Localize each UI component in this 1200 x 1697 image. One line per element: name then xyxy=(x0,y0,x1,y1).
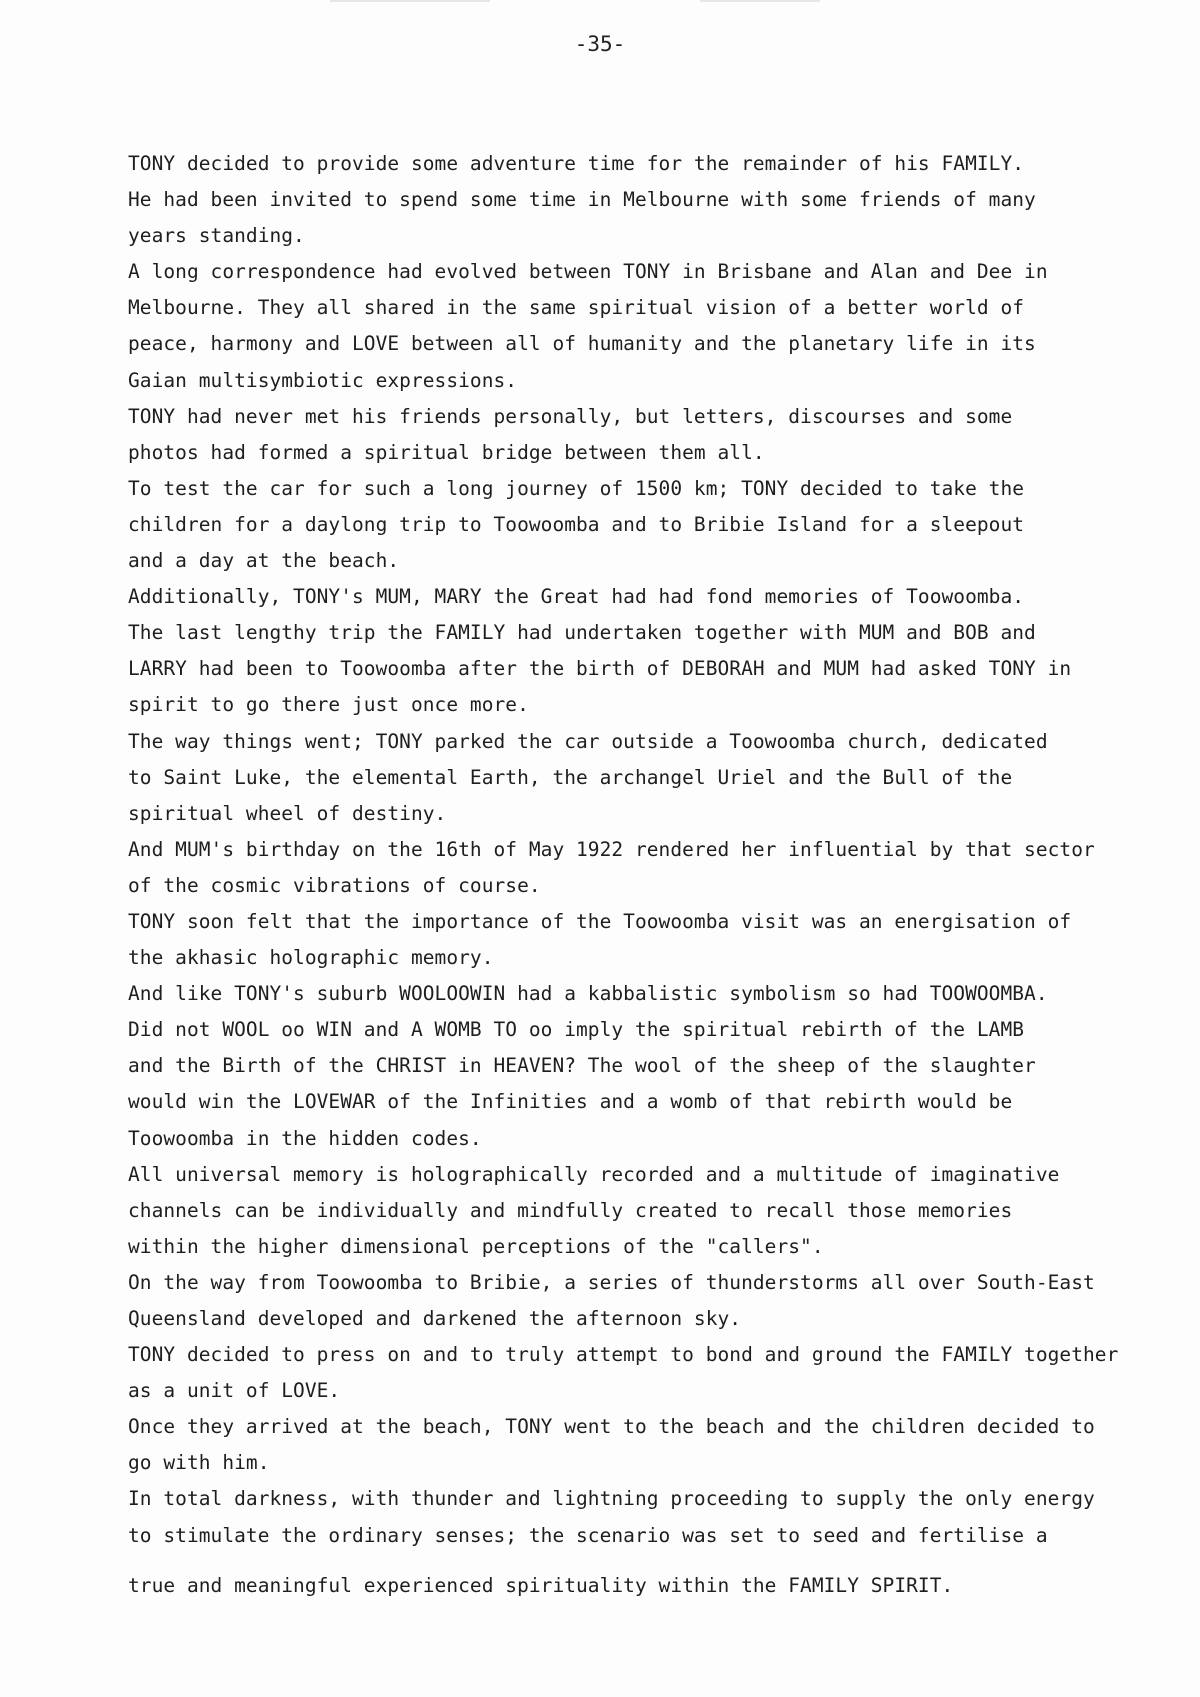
text-line: to stimulate the ordinary senses; the scenario was set to seed and fertilise a xyxy=(128,1523,1048,1547)
text-line: photos had formed a spiritual bridge between them all. xyxy=(128,440,765,464)
text-line: LARRY had been to Toowoomba after the birth of DEBORAH and MUM had asked TONY in xyxy=(128,657,1072,681)
text-line: children for a daylong trip to Toowoomba and to Bribie Island for a sleepout xyxy=(128,512,1025,536)
text-line: Toowoomba in the hidden codes. xyxy=(128,1126,482,1150)
text-line: within the higher dimensional perceptions of the "callers". xyxy=(128,1234,824,1258)
text-line: The way things went; TONY parked the car outside a Toowoomba church, dedicated xyxy=(128,729,1048,753)
text-line: spiritual wheel of destiny. xyxy=(128,801,447,825)
text-line: of the cosmic vibrations of course. xyxy=(128,873,541,897)
text-line: as a unit of LOVE. xyxy=(128,1379,341,1403)
text-line: would win the LOVEWAR of the Infinities and a womb of that rebirth would be xyxy=(128,1090,1013,1114)
text-line: TONY soon felt that the importance of the Toowoomba visit was an energisation of xyxy=(128,909,1072,933)
text-line: All universal memory is holographically recorded and a multitude of imaginative xyxy=(128,1162,1060,1186)
scan-edge-mark xyxy=(330,0,490,2)
text-line: spirit to go there just once more. xyxy=(128,693,529,717)
text-line: TONY decided to provide some adventure time for the remainder of his FAMILY. xyxy=(128,152,1025,175)
text-line: TONY had never met his friends personally, but letters, discourses and some xyxy=(128,404,1013,428)
text-line: The last lengthy trip the FAMILY had undertaken together with MUM and BOB and xyxy=(128,621,1036,645)
text-line: A long correspondence had evolved between TONY in Brisbane and Alan and Dee in xyxy=(128,260,1048,284)
body-text xyxy=(128,146,1138,1604)
text-line: peace, harmony and LOVE between all of humanity and the planetary life in its xyxy=(128,332,1036,356)
text-line: and a day at the beach. xyxy=(128,549,400,573)
text-line: To test the car for such a long journey of 1500 km; TONY decided to take the xyxy=(128,476,1025,500)
scan-edge-mark xyxy=(700,0,820,2)
text-line: Melbourne. They all shared in the same spiritual vision of a better world of xyxy=(128,296,1025,320)
page-number: -35- xyxy=(574,32,626,56)
text-line: go with him. xyxy=(128,1451,270,1475)
text-line: In total darkness, with thunder and lightning proceeding to supply the only energy xyxy=(128,1487,1095,1511)
text-line: years standing. xyxy=(128,224,305,248)
text-line: TONY decided to press on and to truly attempt to bond and ground the FAMILY together xyxy=(128,1343,1119,1367)
text-line: and the Birth of the CHRIST in HEAVEN? The wool of the sheep of the slaughter xyxy=(128,1054,1036,1078)
text-line: channels can be individually and mindfully created to recall those memories xyxy=(128,1198,1013,1222)
text-line: He had been invited to spend some time in Melbourne with some friends of many xyxy=(128,188,1036,212)
text-line: Once they arrived at the beach, TONY went to the beach and the children decided to xyxy=(128,1415,1095,1439)
text-line: On the way from Toowoomba to Bribie, a series of thunderstorms all over South-East xyxy=(128,1270,1095,1294)
text-line: Did not WOOL oo WIN and A WOMB TO oo imply the spiritual rebirth of the LAMB xyxy=(128,1018,1025,1042)
text-line: to Saint Luke, the elemental Earth, the archangel Uriel and the Bull of the xyxy=(128,765,1013,789)
text-line: And MUM's birthday on the 16th of May 1922 rendered her influential by that sector xyxy=(128,837,1095,861)
text-line: the akhasic holographic memory. xyxy=(128,946,494,970)
text-line: Queensland developed and darkened the afternoon sky. xyxy=(128,1307,742,1330)
text-line: true and meaningful experienced spirituality within the FAMILY SPIRIT. xyxy=(128,1573,954,1597)
text-line: Gaian multisymbiotic expressions. xyxy=(128,368,518,392)
text-line: And like TONY's suburb WOOLOOWIN had a kabbalistic symbolism so had TOOWOOMBA. xyxy=(128,982,1048,1006)
text-line: Additionally, TONY's MUM, MARY the Great had had fond memories of Toowoomba. xyxy=(128,585,1025,609)
